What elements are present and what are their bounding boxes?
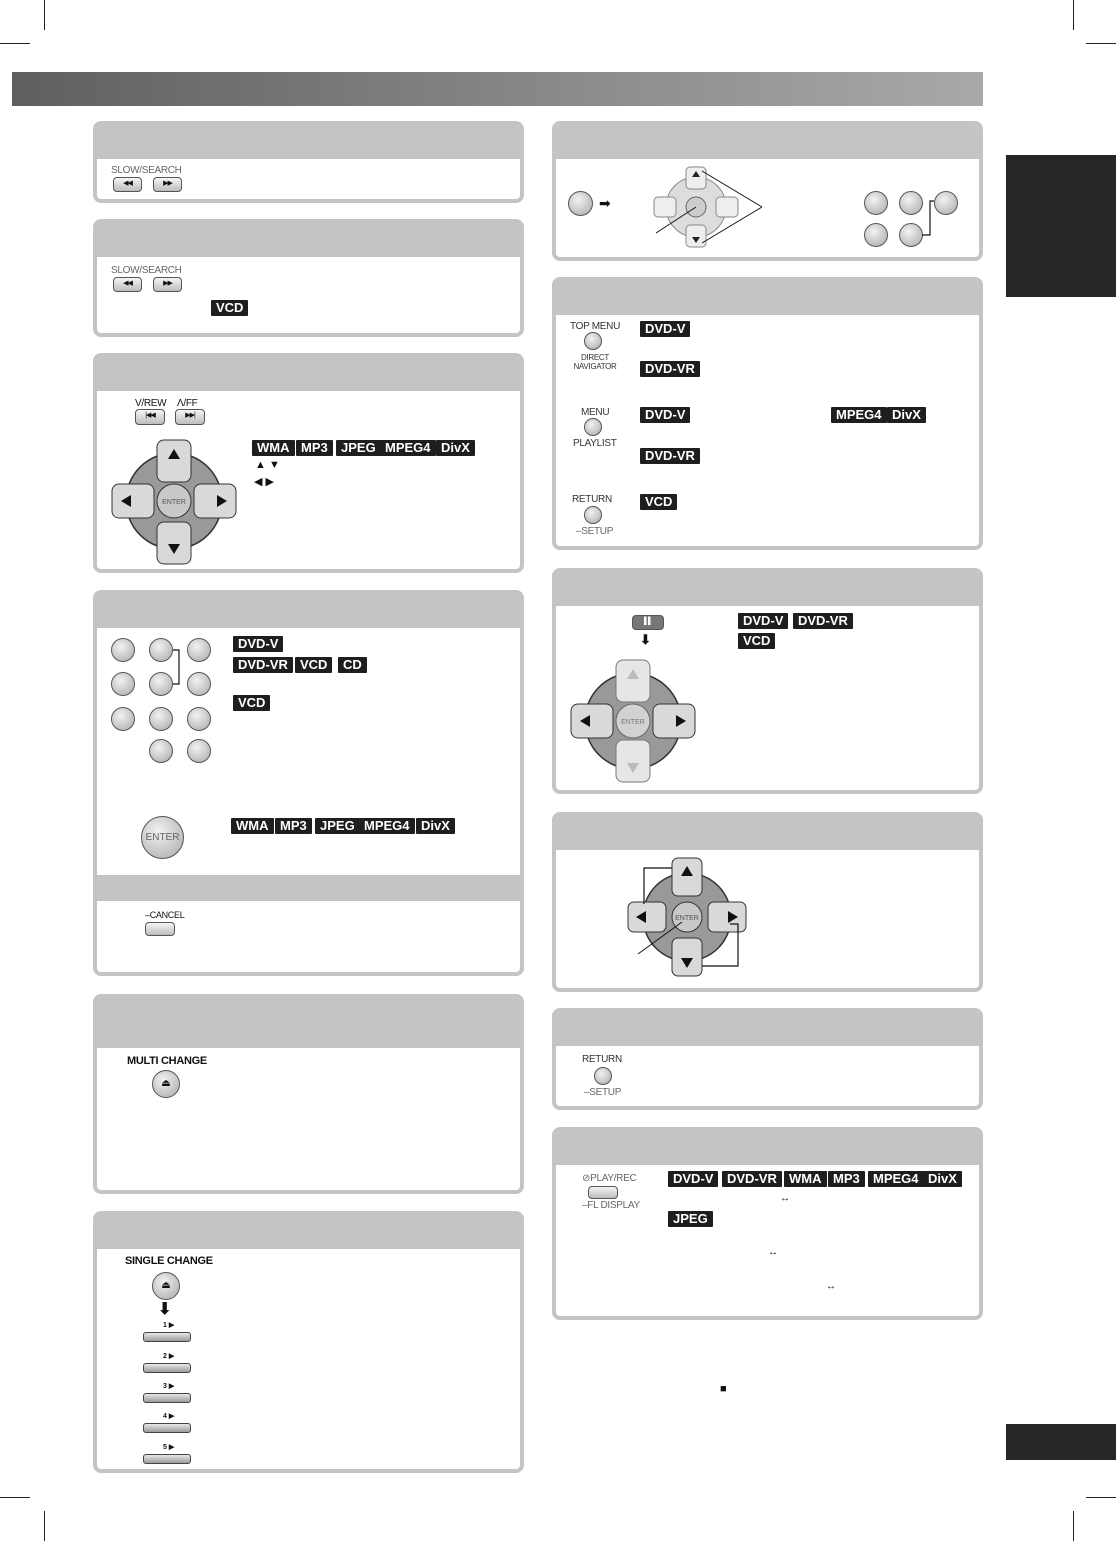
panel-slow [93,219,524,337]
number-button-2[interactable] [149,638,173,662]
disc-4-label: 4 ▶ [163,1413,175,1420]
cancel-label: –CANCEL [145,910,185,920]
number-button-1[interactable] [111,638,135,662]
forward-search-button[interactable]: ▶▶ [153,177,182,192]
cursor-pad-icon [570,658,696,784]
menu-button[interactable] [584,418,602,436]
return-button[interactable] [594,1067,612,1085]
disc-2-label: 2 ▶ [163,1353,175,1360]
page-title-bar [12,72,983,106]
wma-badge: WMA [231,818,274,834]
number-button-4[interactable] [111,672,135,696]
slow-search-label: SLOW/SEARCH [111,165,182,176]
mp3-badge: MP3 [828,1171,865,1187]
crop-mark [44,0,45,30]
skip-forward-button[interactable]: ▶▶| [175,409,205,425]
jpeg-badge: JPEG [668,1211,713,1227]
number-button-plus10[interactable] [187,739,211,763]
mpeg4-badge: MPEG4 [359,818,415,834]
vcd-badge: VCD [211,300,248,316]
jpeg-badge: JPEG [315,818,360,834]
mpeg4-badge: MPEG4 [380,440,436,456]
panel-frame [552,568,983,794]
crop-mark [1073,1511,1074,1541]
enter-label: ENTER [145,832,180,843]
dvdv-badge: DVD-V [640,407,690,423]
cd-badge: CD [338,657,367,673]
cancel-button[interactable] [145,922,175,936]
slow-search-label: SLOW/SEARCH [111,265,182,276]
stop-icon: ■ [720,1383,727,1395]
crop-mark [1086,1497,1116,1498]
connector-line [922,201,942,237]
panel-cursor [552,812,983,992]
panel-numbers [93,590,524,976]
dvdvr-badge: DVD-VR [722,1171,782,1187]
down-arrow-icon: ⬇ [158,1301,172,1318]
dvdv-badge: DVD-V [233,636,283,652]
mpeg4-badge: MPEG4 [868,1171,924,1187]
dvdvr-badge: DVD-VR [793,613,853,629]
panel-return [552,1008,983,1110]
crop-mark [1086,43,1116,44]
panel-multi-change [93,994,524,1194]
cursor-pad-icon [624,854,750,980]
dvdvr-badge: DVD-VR [640,448,700,464]
vcd-badge: VCD [233,695,270,711]
cursor-pad-icon [111,437,237,563]
rewind-slow-button[interactable]: ◀◀ [113,277,142,292]
number-button-8[interactable] [149,707,173,731]
disc-3-button[interactable] [143,1393,191,1403]
play-rec-button[interactable] [588,1186,618,1199]
pause-button[interactable]: ▌▌ [632,615,664,630]
ff-label: Λ/FF [177,398,198,409]
swap-icon: ↔ [780,1193,790,1204]
divx-badge: DivX [923,1171,962,1187]
mp3-badge: MP3 [275,818,312,834]
number-button-7[interactable] [111,707,135,731]
disc-1-button[interactable] [143,1332,191,1342]
swap-icon: ↔ [768,1247,778,1258]
top-menu-button[interactable] [584,332,602,350]
panel-search [93,121,524,203]
rewind-search-button[interactable]: ◀◀ [113,177,142,192]
number-button-5[interactable] [899,223,923,247]
left-right-icon: ◀ ▶ [254,476,274,488]
divx-badge: DivX [436,440,475,456]
cursor-pad-faded-icon [652,163,772,247]
single-change-button[interactable]: ⏏ [152,1272,180,1300]
enter-button[interactable] [141,816,184,859]
playlist-label: PLAYLIST [573,438,617,449]
forward-slow-button[interactable]: ▶▶ [153,277,182,292]
right-arrow-icon: ➡ [599,195,611,211]
vcd-badge: VCD [295,657,332,673]
number-button-5[interactable] [149,672,173,696]
return-button[interactable] [584,506,602,524]
fl-display-label: –FL DISPLAY [582,1200,640,1211]
page-number-box [1006,1424,1116,1460]
play-rec-label: ⊘PLAY/REC [582,1173,637,1184]
setup-label: –SETUP [576,526,614,537]
dvdv-badge: DVD-V [640,321,690,337]
crop-mark [0,43,30,44]
svg-text:ENTER: ENTER [621,719,645,726]
panel-menus [552,277,983,550]
disc-4-button[interactable] [143,1423,191,1433]
menu-label: MENU [581,407,610,418]
svg-text:ENTER: ENTER [162,499,186,506]
crop-mark [0,1497,30,1498]
panel-skip [93,353,524,573]
crop-mark [1073,0,1074,30]
dvdvr-badge: DVD-VR [233,657,293,673]
menu-start-button[interactable] [568,191,593,216]
divx-badge: DivX [887,407,926,423]
multi-change-label: MULTI CHANGE [127,1055,207,1067]
setup-label: –SETUP [584,1087,622,1098]
dvdv-badge: DVD-V [738,613,788,629]
wma-badge: WMA [252,440,295,456]
svg-text:ENTER: ENTER [675,915,699,922]
divx-badge: DivX [416,818,455,834]
panel-menu-play [552,121,983,261]
top-menu-label: TOP MENU [570,321,621,332]
number-button-9[interactable] [187,707,211,731]
connector-line [171,650,191,686]
disc-3-label: 3 ▶ [163,1383,175,1390]
disc-5-button[interactable] [143,1454,191,1464]
number-button-4[interactable] [864,223,888,247]
up-down-icon: ▲ ▼ [255,459,280,471]
jpeg-badge: JPEG [336,440,381,456]
return-label: RETURN [582,1054,622,1065]
wma-badge: WMA [784,1171,827,1187]
rew-label: V/REW [135,398,167,409]
disc-1-label: 1 ▶ [163,1322,175,1329]
section-tab [1006,155,1116,297]
down-arrow-icon: ⬇ [640,632,651,647]
panel-single-change [93,1211,524,1473]
dvdvr-badge: DVD-VR [640,361,700,377]
number-button-1[interactable] [864,191,888,215]
number-button-0[interactable] [149,739,173,763]
panel-display [552,1127,983,1320]
skip-back-button[interactable]: |◀◀ [135,409,165,425]
mp3-badge: MP3 [296,440,333,456]
vcd-badge: VCD [640,494,677,510]
disc-5-label: 5 ▶ [163,1444,175,1451]
disc-2-button[interactable] [143,1363,191,1373]
number-button-2[interactable] [899,191,923,215]
crop-mark [44,1511,45,1541]
single-change-label: SINGLE CHANGE [125,1255,213,1267]
dvdv-badge: DVD-V [668,1171,718,1187]
swap-icon: ↔ [826,1281,836,1292]
vcd-badge: VCD [738,633,775,649]
direct-navigator-label: DIRECT NAVIGATOR [573,353,617,371]
return-label: RETURN [572,494,612,505]
mpeg4-badge: MPEG4 [831,407,887,423]
multi-change-button[interactable]: ⏏ [152,1070,180,1098]
